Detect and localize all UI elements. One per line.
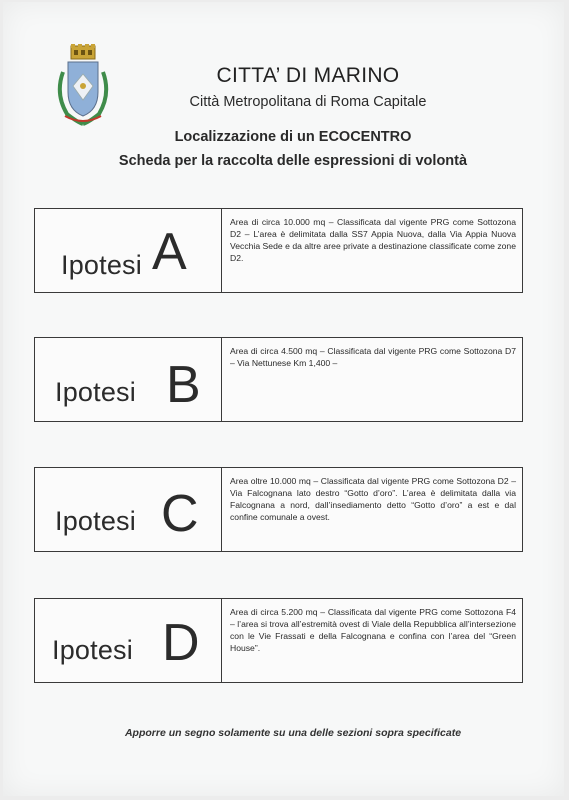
option-word: Ipotesi	[55, 506, 136, 536]
option-box-a[interactable]	[34, 208, 523, 293]
option-letter: D	[162, 614, 200, 672]
option-word: Ipotesi	[52, 635, 133, 665]
option-word: Ipotesi	[55, 377, 136, 407]
page-subtitle: Città Metropolitana di Roma Capitale	[189, 94, 427, 110]
option-label-cell[interactable]	[35, 599, 222, 682]
page-title: CITTA’ DI MARINO	[216, 64, 400, 87]
option-description: Area oltre 10.000 mq – Classificata dal vigente PRG come Sottozona D2 – Via Falcognana lato destro “Gotto d’oro”. L’area è delimitata dalla via Falcognana a nord, dall’insediamento detto “Gotto d’oro” a est e dal confine comunale a ovest.	[230, 476, 516, 522]
option-description: Area di circa 10.000 mq – Classificata dal vigente PRG come Sottozona D2 – L’area è delimitata dalla SS7 Appia Nuova, dalla Via Appia Nuova Vecchia Sede e da altre aree private a destinazione classificate come zone D2.	[230, 217, 516, 263]
instruction-footer: Apporre un segno solamente su una delle sezioni sopra specificate	[124, 727, 462, 739]
option-label-cell[interactable]	[35, 468, 222, 551]
option-label-cell[interactable]	[35, 338, 222, 421]
option-box-c[interactable]	[34, 467, 523, 552]
option-letter: C	[161, 485, 199, 543]
option-description: Area di circa 4.500 mq – Classificata dal vigente PRG come Sottozona D7 – Via Nettunese Km 1,400 –	[230, 346, 516, 368]
coat-of-arms-icon	[53, 44, 113, 128]
option-letter: B	[166, 356, 201, 414]
section-subheading: Scheda per la raccolta delle espressioni di volontà	[118, 153, 468, 169]
option-box-b[interactable]	[34, 337, 523, 422]
option-label-cell[interactable]	[35, 209, 222, 292]
option-description: Area di circa 5.200 mq – Classificata dal vigente PRG come Sottozona F4 – l’area si trova all’estremità ovest di Viale della Repubblica all’intersezione con le Vie Frassati e della Falcognana e confina con l’area del “Green House”.	[230, 607, 516, 653]
option-letter: A	[152, 223, 187, 281]
option-word: Ipotesi	[61, 250, 142, 280]
section-heading: Localizzazione di un ECOCENTRO	[174, 129, 412, 145]
ballot-sheet	[3, 2, 564, 796]
option-box-d[interactable]	[34, 598, 523, 683]
